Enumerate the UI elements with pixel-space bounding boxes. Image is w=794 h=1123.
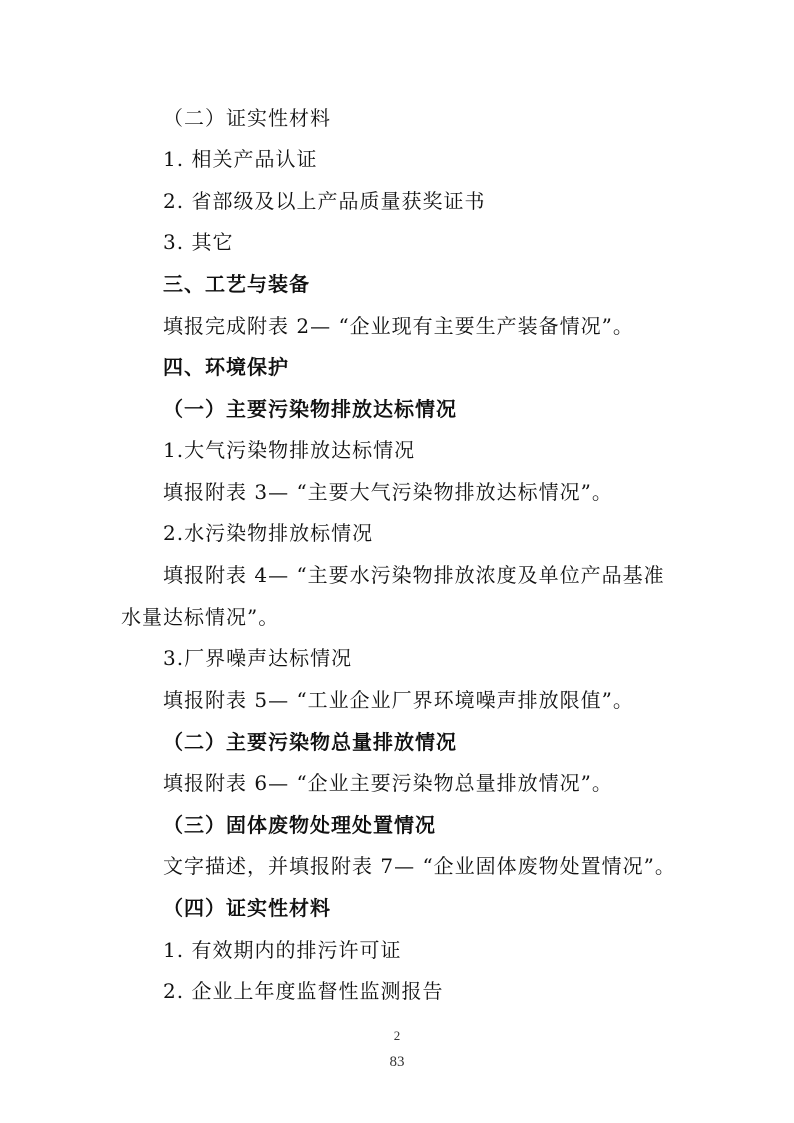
subsection-heading-total-emission: （二）主要污染物总量排放情况 <box>163 730 457 754</box>
paragraph: 文字描述，并填报附表 7— “企业固体废物处置情况”。 <box>163 854 676 878</box>
page-number-small: 2 <box>393 1028 401 1043</box>
page-number: 83 <box>389 1054 405 1070</box>
list-item: 1. 有效期内的排污许可证 <box>163 938 402 962</box>
paragraph: 填报完成附表 2— “企业现有主要生产装备情况”。 <box>163 314 634 338</box>
list-item: 3.厂界噪声达标情况 <box>163 646 353 670</box>
paragraph-continuation: 水量达标情况”。 <box>121 605 280 629</box>
list-item: 1.大气污染物排放达标情况 <box>163 438 416 462</box>
subsection-heading-evidence-2: （四）证实性材料 <box>163 896 331 920</box>
subsection-heading-solid-waste: （三）固体废物处理处置情况 <box>163 813 436 837</box>
paragraph: 填报附表 3— “主要大气污染物排放达标情况”。 <box>163 480 613 504</box>
list-item: 1. 相关产品认证 <box>163 147 318 171</box>
paragraph: 填报附表 6— “企业主要污染物总量排放情况”。 <box>163 771 613 795</box>
subsection-heading-evidence: （二）证实性材料 <box>163 106 331 130</box>
list-item: 2. 省部级及以上产品质量获奖证书 <box>163 189 486 213</box>
list-item: 2.水污染物排放标情况 <box>163 521 374 545</box>
subsection-heading-pollutant-emission: （一）主要污染物排放达标情况 <box>163 397 457 421</box>
list-item: 3. 其它 <box>163 230 234 254</box>
paragraph: 填报附表 5— “工业企业厂界环境噪声排放限值”。 <box>163 688 634 712</box>
section-heading-process-equipment: 三、工艺与装备 <box>163 272 310 296</box>
paragraph: 填报附表 4— “主要水污染物排放浓度及单位产品基准 <box>163 563 665 587</box>
section-heading-environmental-protection: 四、环境保护 <box>163 355 289 379</box>
list-item: 2. 企业上年度监督性监测报告 <box>163 979 444 1003</box>
